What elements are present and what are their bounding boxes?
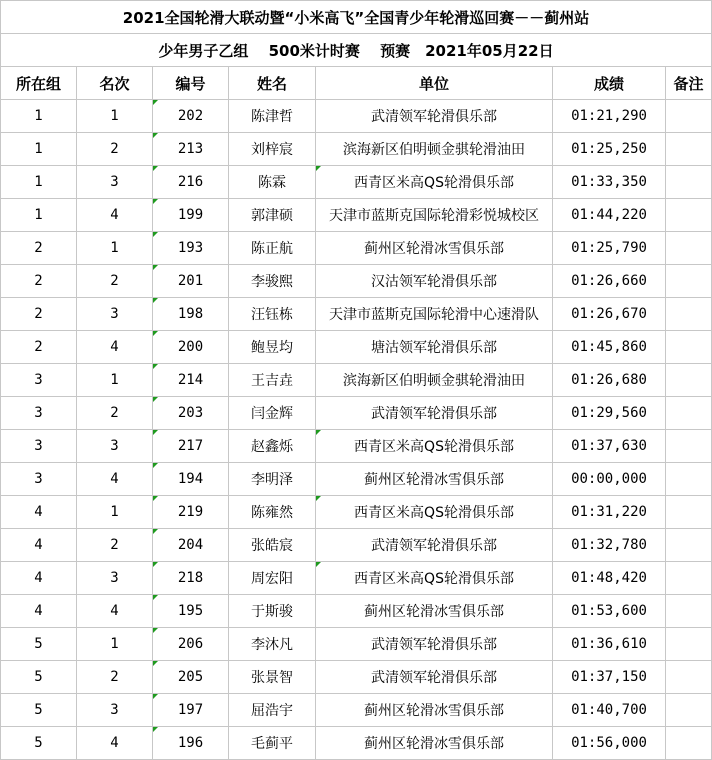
cell-rank: 3 [77,562,153,595]
cell-result: 01:26,680 [553,364,666,397]
cell-number: 203 [153,397,229,430]
cell-unit: 西青区米高QS轮滑俱乐部 [316,430,553,463]
cell-note [666,694,712,727]
cell-number: 219 [153,496,229,529]
cell-rank: 1 [77,100,153,133]
cell-name: 鲍昱均 [229,331,316,364]
cell-result: 01:37,630 [553,430,666,463]
cell-name: 陈霖 [229,166,316,199]
cell-group: 1 [1,133,77,166]
cell-number: 204 [153,529,229,562]
cell-rank: 2 [77,265,153,298]
cell-group: 5 [1,727,77,760]
cell-rank: 4 [77,199,153,232]
table-row [1,727,712,760]
table-row [1,595,712,628]
cell-unit: 武清领军轮滑俱乐部 [316,100,553,133]
cell-rank: 2 [77,661,153,694]
cell-unit: 西青区米高QS轮滑俱乐部 [316,166,553,199]
cell-rank: 2 [77,397,153,430]
cell-unit: 西青区米高QS轮滑俱乐部 [316,562,553,595]
cell-unit: 西青区米高QS轮滑俱乐部 [316,496,553,529]
table-row [1,661,712,694]
cell-group: 2 [1,265,77,298]
cell-result: 01:37,150 [553,661,666,694]
cell-result: 01:26,670 [553,298,666,331]
cell-number: 205 [153,661,229,694]
cell-note [666,265,712,298]
cell-note [666,496,712,529]
cell-number: 201 [153,265,229,298]
cell-note [666,562,712,595]
header-group: 所在组 [1,67,77,100]
cell-rank: 3 [77,430,153,463]
cell-group: 1 [1,166,77,199]
cell-number: 218 [153,562,229,595]
table-row [1,628,712,661]
cell-number: 198 [153,298,229,331]
cell-name: 闫金辉 [229,397,316,430]
cell-unit: 武清领军轮滑俱乐部 [316,397,553,430]
cell-result: 01:25,790 [553,232,666,265]
cell-result: 01:21,290 [553,100,666,133]
cell-group: 3 [1,364,77,397]
cell-result: 01:53,600 [553,595,666,628]
cell-result: 01:36,610 [553,628,666,661]
cell-name: 周宏阳 [229,562,316,595]
table-row [1,694,712,727]
cell-note [666,364,712,397]
cell-name: 于斯骏 [229,595,316,628]
cell-unit: 蓟州区轮滑冰雪俱乐部 [316,727,553,760]
cell-result: 01:32,780 [553,529,666,562]
page-title: 2021全国轮滑大联动暨“小米高飞”全国青少年轮滑巡回赛－－蓟州站 [1,1,712,34]
cell-rank: 4 [77,595,153,628]
event-subtitle: 少年男子乙组 500米计时赛 预赛 2021年05月22日 [1,34,712,67]
cell-note [666,397,712,430]
cell-note [666,232,712,265]
cell-name: 郭津硕 [229,199,316,232]
cell-note [666,430,712,463]
cell-rank: 4 [77,331,153,364]
table-row [1,331,712,364]
cell-rank: 2 [77,529,153,562]
cell-unit: 蓟州区轮滑冰雪俱乐部 [316,595,553,628]
cell-number: 200 [153,331,229,364]
cell-group: 2 [1,298,77,331]
cell-name: 张皓宸 [229,529,316,562]
cell-unit: 武清领军轮滑俱乐部 [316,661,553,694]
cell-number: 214 [153,364,229,397]
table-row [1,364,712,397]
cell-group: 5 [1,628,77,661]
header-name: 姓名 [229,67,316,100]
table-row [1,562,712,595]
cell-result: 01:44,220 [553,199,666,232]
cell-name: 陈正航 [229,232,316,265]
cell-group: 5 [1,661,77,694]
cell-unit: 塘沽领军轮滑俱乐部 [316,331,553,364]
table-row [1,430,712,463]
cell-result: 00:00,000 [553,463,666,496]
cell-name: 汪钰栋 [229,298,316,331]
cell-unit: 天津市蓝斯克国际轮滑彩悦城校区 [316,199,553,232]
cell-name: 陈津哲 [229,100,316,133]
cell-name: 李骏熙 [229,265,316,298]
cell-name: 张景智 [229,661,316,694]
cell-rank: 3 [77,694,153,727]
cell-number: 216 [153,166,229,199]
cell-unit: 蓟州区轮滑冰雪俱乐部 [316,463,553,496]
header-result: 成绩 [553,67,666,100]
cell-note [666,661,712,694]
table-row [1,397,712,430]
cell-name: 刘梓宸 [229,133,316,166]
cell-group: 5 [1,694,77,727]
cell-number: 194 [153,463,229,496]
header-note: 备注 [666,67,712,100]
cell-result: 01:56,000 [553,727,666,760]
cell-group: 4 [1,595,77,628]
cell-group: 4 [1,529,77,562]
cell-group: 4 [1,562,77,595]
table-row [1,265,712,298]
cell-rank: 4 [77,727,153,760]
cell-result: 01:29,560 [553,397,666,430]
cell-note [666,331,712,364]
header-number: 编号 [153,67,229,100]
cell-note [666,628,712,661]
cell-result: 01:48,420 [553,562,666,595]
cell-note [666,133,712,166]
cell-number: 202 [153,100,229,133]
cell-note [666,529,712,562]
cell-result: 01:31,220 [553,496,666,529]
table-row [1,100,712,133]
cell-unit: 天津市蓝斯克国际轮滑中心速滑队 [316,298,553,331]
table-row [1,298,712,331]
table-row [1,232,712,265]
cell-note [666,463,712,496]
cell-group: 2 [1,331,77,364]
cell-name: 赵鑫烁 [229,430,316,463]
cell-number: 197 [153,694,229,727]
table-row [1,529,712,562]
cell-unit: 武清领军轮滑俱乐部 [316,529,553,562]
cell-group: 1 [1,100,77,133]
table-row [1,199,712,232]
cell-unit: 蓟州区轮滑冰雪俱乐部 [316,694,553,727]
cell-unit: 蓟州区轮滑冰雪俱乐部 [316,232,553,265]
cell-group: 2 [1,232,77,265]
cell-number: 196 [153,727,229,760]
cell-group: 1 [1,199,77,232]
cell-rank: 3 [77,166,153,199]
cell-name: 王吉垚 [229,364,316,397]
cell-note [666,100,712,133]
cell-result: 01:45,860 [553,331,666,364]
cell-unit: 滨海新区伯明顿金骐轮滑油田 [316,364,553,397]
cell-unit: 汉沽领军轮滑俱乐部 [316,265,553,298]
cell-note [666,595,712,628]
cell-rank: 1 [77,232,153,265]
cell-name: 陈雍然 [229,496,316,529]
cell-rank: 4 [77,463,153,496]
cell-number: 217 [153,430,229,463]
cell-name: 毛蓟平 [229,727,316,760]
cell-result: 01:40,700 [553,694,666,727]
table-row [1,463,712,496]
cell-result: 01:25,250 [553,133,666,166]
table-row [1,133,712,166]
cell-note [666,727,712,760]
cell-result: 01:33,350 [553,166,666,199]
results-body [1,100,712,760]
cell-note [666,298,712,331]
cell-rank: 2 [77,133,153,166]
cell-group: 4 [1,496,77,529]
cell-name: 屈浩宇 [229,694,316,727]
cell-name: 李沐凡 [229,628,316,661]
cell-number: 195 [153,595,229,628]
cell-group: 3 [1,430,77,463]
cell-note [666,199,712,232]
cell-rank: 1 [77,628,153,661]
cell-note [666,166,712,199]
cell-rank: 1 [77,496,153,529]
cell-rank: 3 [77,298,153,331]
cell-name: 李明泽 [229,463,316,496]
cell-unit: 武清领军轮滑俱乐部 [316,628,553,661]
cell-group: 3 [1,397,77,430]
table-row [1,496,712,529]
header-unit: 单位 [316,67,553,100]
cell-number: 193 [153,232,229,265]
cell-number: 206 [153,628,229,661]
header-rank: 名次 [77,67,153,100]
table-row [1,166,712,199]
cell-number: 213 [153,133,229,166]
cell-group: 3 [1,463,77,496]
cell-rank: 1 [77,364,153,397]
cell-number: 199 [153,199,229,232]
cell-result: 01:26,660 [553,265,666,298]
cell-unit: 滨海新区伯明顿金骐轮滑油田 [316,133,553,166]
